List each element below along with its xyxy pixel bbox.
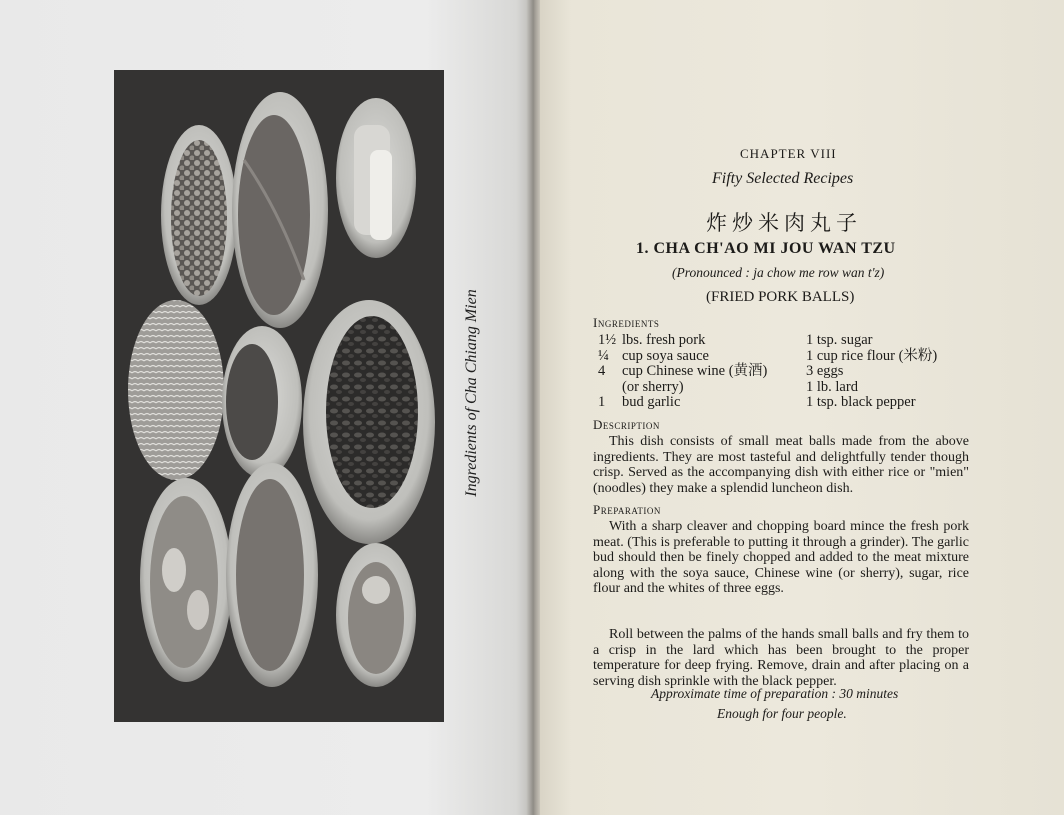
ingredient-item: 1 tsp. black pepper [806,394,916,410]
servings: Enough for four people. [717,706,847,721]
preparation-time: Approximate time of preparation : 30 minutes [651,686,899,701]
photo-caption-text: Ingredients of Cha Chiang Mien [463,288,480,497]
ingredient-item [598,364,818,380]
ingredients-list-right [806,333,976,411]
ingredients-list-left [598,333,818,411]
ingredient-qty: 1½ [598,332,617,348]
pronunciation: (Pronounced : ja chow me row wan t'z) [672,265,885,280]
ingredient-qty: 1 [598,394,606,410]
preparation-text: Roll between the palms of the hands small balls and fry them to a crisp in the lard which has been brought to the proper temperature for deep frying. Remove, drain and after placing on a serving dish sprinkle with the black pepper. [593,627,969,689]
ingredients-heading: Ingredients [593,315,660,330]
ingredient-item [598,395,818,411]
recipe-title: 1. CHA CH'AO MI JOU WAN TZU [636,240,896,257]
ingredient-item [598,380,818,396]
description-heading: Description [593,417,660,432]
ingredient-name: cup Chinese wine (黄酒) [622,363,768,379]
ingredient-qty: 4 [598,363,606,379]
chinese-recipe-title: 炸炒米肉丸子 [706,211,862,235]
ingredient-name: lbs. fresh pork [622,332,706,348]
description-text: This dish consists of small meat balls made from the above ingredients. They are most tasteful and delightfully tender though crisp. Served as the accompanying dish with either rice or "mien" (noodles) they make a splendid luncheon dish. [593,434,969,496]
chapter-number: CHAPTER VIII [740,146,837,161]
ingredient-qty [598,380,622,396]
preparation-text: With a sharp cleaver and chopping board mince the fresh pork meat. (This is preferable to putting it through a grinder). The garlic bud should then be finely chopped and added to the meat mixture along with the soya sauce, Chinese wine (or sherry), sugar, rice flour and the whites of three eggs. [593,519,969,597]
ingredient-qty: ¼ [598,347,609,364]
ingredient-name: cup soya sauce [622,347,709,364]
english-recipe-name: (FRIED PORK BALLS) [706,289,855,305]
ingredient-item [598,349,818,365]
chapter-title: Fifty Selected Recipes [712,170,854,187]
photo-caption [462,275,482,510]
ingredient-item: 1 cup rice flour (米粉) [806,347,938,364]
ingredient-item: 3 eggs [806,363,844,379]
ingredient-item: 1 lb. lard [806,378,858,395]
preparation-heading: Preparation [593,502,661,517]
ingredient-item: 1 tsp. sugar [806,332,873,348]
ingredient-item [598,333,818,349]
ingredient-name: (or sherry) [622,378,684,395]
ingredient-name: bud garlic [622,394,681,410]
ingredients-photo [114,70,444,722]
